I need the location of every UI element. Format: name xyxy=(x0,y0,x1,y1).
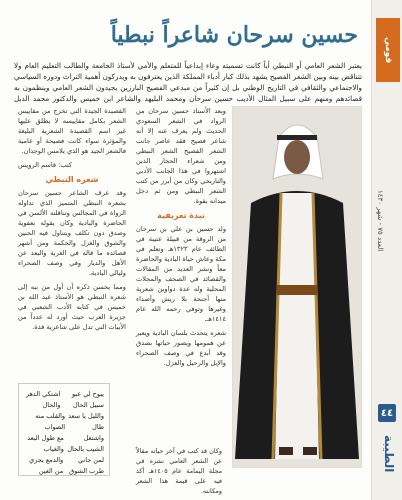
paragraph: ومما يحسن ذكره أن أول من نبه إلى شعره النبطي هو الأستاذ عبد الله بن خميس في كتابه الأدب الشعبي في جزيرة العرب حيث أورد له عدداً من الأبيات التي تدل على شاعرية فذة. xyxy=(18,283,126,331)
poem-line xyxy=(24,455,104,477)
magazine-name: الطيبة xyxy=(382,434,396,472)
article-title: حسين سرحان شاعراً نبطياً xyxy=(110,22,358,48)
paragraph: ولد حسين بن علي بن سرحان من الروقة من قبيلة عتيبة في الطائف عام ١٣٢٣هـ وتعلم في مكة وعاش حياة البادية والحاضرة معاً ونشر العديد من المقالات والقصائد في الصحف والمجلات المحلية وله عدة دواوين شعرية منها أجنحة بلا ريش وأصداء وغيرها وتوفي رحمه الله عام ١٤١٤هـ. xyxy=(136,225,226,323)
author-byline: كتب: قاسم الرويس xyxy=(18,161,72,169)
poem-hemistich: اشتكي الدهر والحال xyxy=(25,390,61,409)
poem-hemistich: واشتغل الشيب بالحال xyxy=(67,434,104,453)
poem-line xyxy=(24,411,104,433)
side-strip xyxy=(371,0,402,500)
footer-paragraph: وكان قد كتب في آخر حياته مقالاً عن الشعر العامي نشره في مجلة اليمامة عام ١٤٠٥هـ أكد فيه على قيمة هذا الشعر ومكانته. xyxy=(136,447,222,495)
paragraph: القصيدة الجيدة التي تخرج من مقاييس الشعر بكامل مقاييسه لا يطلق عليها غير اسم القصيدة الشعرية البليغة والمؤثرة سواء كانت فصيحة أو عامية فالشعر الجيد هو الذي يلامس الوجدان. xyxy=(18,107,126,155)
poem-box xyxy=(18,383,110,476)
article-column-left xyxy=(18,106,126,378)
paragraph: ويعد الأستاذ حسين سرحان من الرواد في الشعر السعودي الحديث ولم يعرف عنه إلا أنه شاعر فصيح فقد عاصر جانب الشعر الفصيح الشعر النبطي ومن شعراء الحجاز الذين اشتهروا في هذا الجانب الأدبي والتاريخي وكان من أبرز من كتب الشعر النبطي ومن ثم دخل ميدانه بقوة. xyxy=(136,107,226,205)
poem-hemistich: والدمع يجري من العين xyxy=(29,456,64,475)
poem-hemistich: لمن جاني طرب الشوق xyxy=(69,456,104,475)
poem-hemistich: يبوح لي عبو سبيل الحال xyxy=(71,390,104,409)
poem-line xyxy=(24,389,104,411)
paragraph: شعره يتحدث بلسان البادية ويعبر عن همومها ويصور حياتها بصدق وقد أبدع في وصف الصحراء والإبل والرحيل والغزل. xyxy=(136,329,226,367)
paragraph: وقد عرف الشاعر حسين سرحان بشعره النبطي المتميز الذي تداوله الرواة في المجالس وتناقلته الألسن في الحاضرة والبادية وكان يقوله بعفوية وصدق دون تكلف ويتناول فيه الحنين والشوق والغزل والحكمة ومن أشهر قصائده ما قاله في الغربة والبعد عن الأهل والديار وفي وصف الصحراء وليالي البادية. xyxy=(18,189,126,277)
portrait-illustration xyxy=(233,107,361,467)
section-heading: شعره النبطي xyxy=(45,175,99,184)
section-tag: قومي xyxy=(376,18,400,82)
poem-line xyxy=(24,433,104,455)
article-lead: يعتبر الشعر العامي أو النبطي أياً كانت تسميته وعاء إبداعياً للمتعلم والأمي لأستاذ الجامعة والطالب التعليم العام ولا تتناقض بينه وبين الشعر الفصيح يشهد بذلك كبار أدباء المملكة الذين يعترفون به ويدركون أهمية التراث ودوره السياسي والاجتماعي والثقافي في التاريخ الوطني بل إن كثيراً من مبدعي الفصيح البارزين يجيدون الشعر العامي وينظمون به قصائدهم ومنهم على سبيل المثال الأديب حسين سرحان ومحمد البليهد والشاعر ابن خميس والدكتور محمد الدبل xyxy=(14,61,362,103)
issue-info: العدد ٧٥ - شهر ١٤٣٠ xyxy=(376,190,384,252)
page-number: ٤٤ xyxy=(378,404,396,422)
section-heading: نبذة تعريفية xyxy=(157,211,205,220)
poem-hemistich: مع طول البعد والغياب xyxy=(27,434,64,453)
article-column-right xyxy=(136,106,226,446)
portrait-photo xyxy=(232,106,362,468)
poem-hemistich: والقلب منه الصواب xyxy=(35,412,66,431)
poem-hemistich: والليل يا سعد طال xyxy=(68,412,104,431)
